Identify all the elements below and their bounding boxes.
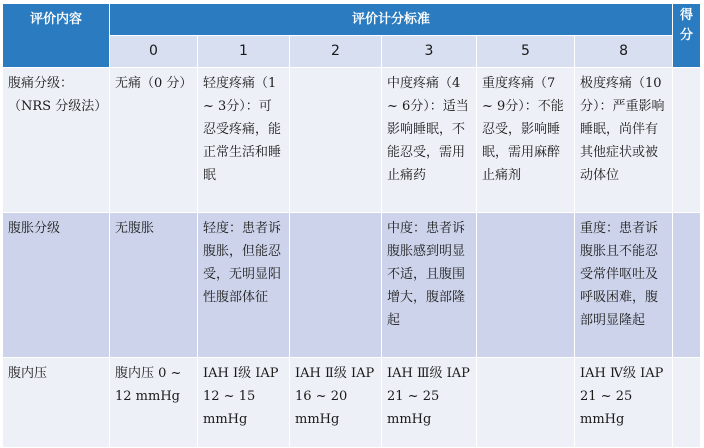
table-row — [3, 213, 701, 358]
score-column-header: 0 — [110, 36, 198, 68]
score-column-header: 3 — [382, 36, 477, 68]
scoring-table — [2, 3, 701, 448]
criteria-cell: 重度疼痛（7 ~ 9分）：不能忍受，影响睡眠，需用麻醉止痛剂 — [477, 68, 575, 213]
criteria-cell: 极度疼痛（10 分）：严重影响睡眠，尚伴有其他症状或被动体位 — [575, 68, 673, 213]
score-cell[interactable] — [673, 358, 701, 448]
row-label: 腹胀分级 — [3, 213, 110, 358]
criteria-cell: 腹内压 0 ~ 12 mmHg — [110, 358, 198, 448]
score-cell[interactable] — [673, 68, 701, 213]
header-content: 评价内容 — [3, 4, 110, 68]
criteria-cell — [290, 213, 382, 358]
table-row — [3, 358, 701, 448]
criteria-cell: 无腹胀 — [110, 213, 198, 358]
criteria-cell: IAH Ⅱ级 IAP 16 ~ 20 mmHg — [290, 358, 382, 448]
criteria-cell: 中度：患者诉腹胀感到明显不适，且腹围增大，腹部隆起 — [382, 213, 477, 358]
criteria-cell — [290, 68, 382, 213]
criteria-cell: IAH Ⅲ级 IAP 21 ~ 25 mmHg — [382, 358, 477, 448]
criteria-cell: 无痛（0 分） — [110, 68, 198, 213]
criteria-cell — [477, 358, 575, 448]
header-criteria: 评价计分标准 — [110, 4, 673, 36]
criteria-cell: 轻度疼痛（1 ~ 3分）：可忍受疼痛，能正常生活和睡眠 — [198, 68, 290, 213]
criteria-cell: 中度疼痛（4 ~ 6分）：适当影响睡眠，不能忍受，需用止痛药 — [382, 68, 477, 213]
criteria-cell: 轻度：患者诉腹胀，但能忍受，无明显阳性腹部体征 — [198, 213, 290, 358]
score-column-header: 1 — [198, 36, 290, 68]
score-column-header: 2 — [290, 36, 382, 68]
score-column-header: 5 — [477, 36, 575, 68]
criteria-cell: 重度：患者诉腹胀且不能忍受常伴呕吐及呼吸困难，腹部明显隆起 — [575, 213, 673, 358]
row-label: 腹痛分级：（NRS 分级法） — [3, 68, 110, 213]
score-cell[interactable] — [673, 213, 701, 358]
table-row — [3, 68, 701, 213]
criteria-cell: IAH Ⅰ级 IAP 12 ~ 15 mmHg — [198, 358, 290, 448]
criteria-cell: IAH Ⅳ级 IAP 21 ~ 25 mmHg — [575, 358, 673, 448]
header-score: 得分 — [673, 4, 701, 68]
score-column-header: 8 — [575, 36, 673, 68]
criteria-cell — [477, 213, 575, 358]
row-label: 腹内压 — [3, 358, 110, 448]
